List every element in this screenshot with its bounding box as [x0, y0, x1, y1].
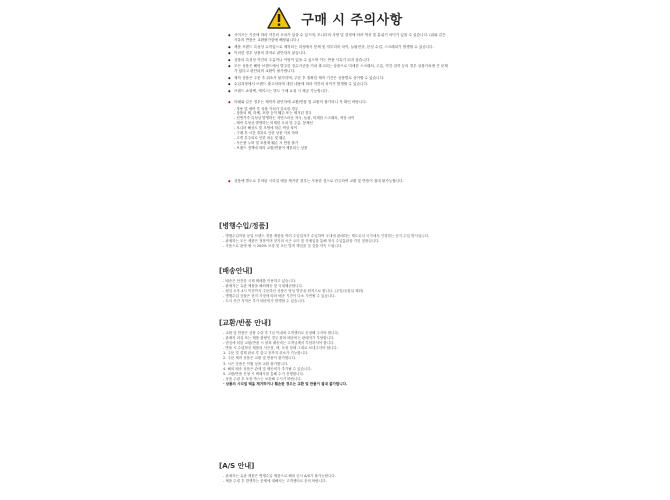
- notice-item: ◆ 사이즈는 기준에 따라 약간의 오차가 있을 수 있으며, 모니터의 사양 및 설정에 따라 색상 및 분위기 차이가 있을 수 있습니다. (위와 같은 사유의 반품은 교환불가함에 해당됩니다.): [228, 33, 450, 43]
- section-title: [A/S 안내]: [219, 462, 255, 470]
- section-line: - 판매자 과실 또는 제품 불량인 경우 왕복 배송비는 판매자가 부담합니다.: [223, 336, 335, 341]
- notice-item: ◆ 브랜드 쇼핑백, 케이스는 별도 구매 요청 시 제공 가능합니다.: [228, 89, 450, 94]
- notice-subitem: - 제작 특성상 발생하는 미세한 오차 및 주름, 봉제선: [234, 121, 313, 126]
- section-line: - 판매자는 유관 제품은 병행수입 제품으로 해외 공식 A/S가 불가능합니다.: [223, 474, 336, 478]
- section-parallel-import: [219, 221, 449, 249]
- section-after-service: [219, 461, 449, 484]
- notice-item: ◆ 상품의 특징상 약간의 주름이나 이염이 있을 수 있으며 이는 반품 사유가 되지 않습니다.: [228, 58, 450, 63]
- section-line: - 병행수입 상품은 현지 사정에 따라 배송 기간이 다소 지연될 수 있습니다.: [223, 294, 336, 299]
- section-line: - 판매하는 모든 제품은 정품이며 현지의 시즌 오더 및 직매입을 통해 정식 수입통관을 거친 정품입니다.: [223, 239, 380, 244]
- section-line: - 상품 수령 후 포장 박스는 보관해 주시기 바랍니다.: [223, 376, 302, 381]
- notice-item: ◆ 모든 상품은 해당 브랜드에서 발주한 검수기준을 거쳐 출고되는 상품으로 미세한 스크래치, 주름, 약간 얼룩 등의 경우 상품가치에 큰 문제가 없다고 판단되어 교환이 불가합니다.: [228, 64, 450, 74]
- notice-subitem: - 사은품 누락 및 포장재 훼손 시 반품 불가: [234, 140, 299, 145]
- section-line: - 반품 시 수령하신 제품의 사은품, 택, 포장 상태 그대로 보내주셔야 합니다.: [223, 346, 338, 351]
- page-header: [0, 4, 670, 32]
- section-line: 2. 주문 제작 상품은 교환 및 반품이 불가합니다.: [223, 356, 297, 361]
- section-line: - 도서 산간 지역은 추가 배송비가 발생할 수 있습니다.: [223, 299, 306, 304]
- section-line: 4. 해외 배송 상품은 관세 및 배송비가 추가될 수 있습니다.: [223, 366, 312, 371]
- notice-subitem: - 상품의 택, 라벨, 포장 등이 훼손 또는 제거된 경우: [234, 111, 312, 116]
- section-line: - 교환 및 반품은 상품 수령 후 7일 이내에 고객센터로 신청해 주셔야 합니다.: [223, 331, 340, 335]
- notice-subitem: - 브랜드 정책에 따라 교환/반품이 제한되는 상품: [234, 145, 308, 150]
- section-line: - 배송은 안전한 국제 택배를 이용하고 있습니다.: [223, 279, 297, 283]
- notice-item: ◆ 제작 상품은 주문 후 취소가 불가하며, 주문 후 정확한 제작 기간은 상품별로 상이할 수 있습니다.: [228, 76, 450, 81]
- notice-item: ◆ 제품 브랜드 특성상 수작업으로 제작되는 과정에서 봉제 및 자투리의 차이, 늘림현상, 본딩 수업, 스크래치가 발생할 수 있습니다.: [228, 45, 450, 50]
- section-line: 3. 시즌 상품은 이월 상품 교환 불가합니다.: [223, 361, 289, 366]
- section-line: - 평일 오후 4시 이전까지 주문하신 상품은 당일 발송을 원칙으로 합니다. (주말/공휴일 제외): [223, 289, 364, 294]
- notice-item: ◆ 이러한 경우 상품의 하자로 판단하지 않습니다.: [228, 51, 450, 56]
- warning-icon: [267, 7, 291, 29]
- notice-warning-heading: ◆ 아래와 같은 경우는 제작자 판단하에 교환/반품 및 교환이 불가하니 꼭 확인 바랍니다.: [228, 100, 450, 105]
- section-title: [병행수입/정품]: [219, 222, 269, 230]
- notice-subitem: - 구매 후 시간 경과로 인한 상품 가치 하락: [234, 131, 299, 136]
- section-shipping: [219, 266, 449, 304]
- section-title: [배송안내]: [219, 267, 253, 275]
- notice-subitem: - 고객 부주의로 인한 파손 및 훼손: [234, 135, 286, 140]
- section-exchange-return: [219, 318, 449, 387]
- section-line: 1. 주문 및 결제 완료 후 출고 전까지 취소가 가능합니다.: [223, 351, 309, 356]
- notice-subitem: - 착용 및 세탁 후 상품 가치가 감소한 경우: [234, 106, 299, 111]
- section-title: [교환/반품 안내]: [219, 319, 271, 327]
- page-title: 구매 시 주의사항: [301, 12, 403, 28]
- section-line: 5. 교환/반품 신청 시 택배사를 통해 수거 진행합니다.: [223, 371, 305, 376]
- notice-subitem: - 천연가죽 특성상 발생하는 자연스러운 자국, 늘림, 미세한 스크래치, 색상 차이: [234, 116, 355, 121]
- section-line: - 변심에 의한 교환/반품 시 왕복 배송비는 고객님께서 부담하셔야 합니다.: [223, 341, 335, 346]
- section-line: - 제품 수령 후 발생하는 문제에 대해서는 고객센터로 문의 바랍니다.: [223, 479, 327, 484]
- serial-tag-warning: ◆ 상품에 별도로 부착된 시리얼 택을 제거한 경우는 사용한 것으로 간주하여 교환 및 반품이 절대 불가능합니다.: [228, 179, 450, 184]
- section-line: - 판매자는 유관 제품을 해외배송 및 국내배송합니다.: [223, 284, 304, 289]
- notice-item: ◆ 수입과정에서 브랜드 출고처리에 대한 내용에 따라 약간의 차이가 발생할 수 있습니다.: [228, 82, 450, 87]
- notice-subitem: - 모니터 해상도 및 조명에 따른 색상 차이: [234, 126, 298, 131]
- notice-block: [228, 33, 450, 185]
- section-line: - 병행수입이란 동일 브랜드 정품 제품을 여러 수입업자가 수입하여 국내에 판매하는 제도로서 국가에서 인정하는 공식 수입 방식입니다.: [223, 234, 430, 238]
- section-line: - 가품으로 판명 될 시 200% 보상 및 모든 법적 책임을 질 것을 약속 드립니다.: [223, 244, 343, 249]
- section-line-emphasis: - 상품의 시리얼 택을 제거하거나 훼손한 경우는 교환 및 반품이 절대 불가합니다.: [223, 381, 348, 386]
